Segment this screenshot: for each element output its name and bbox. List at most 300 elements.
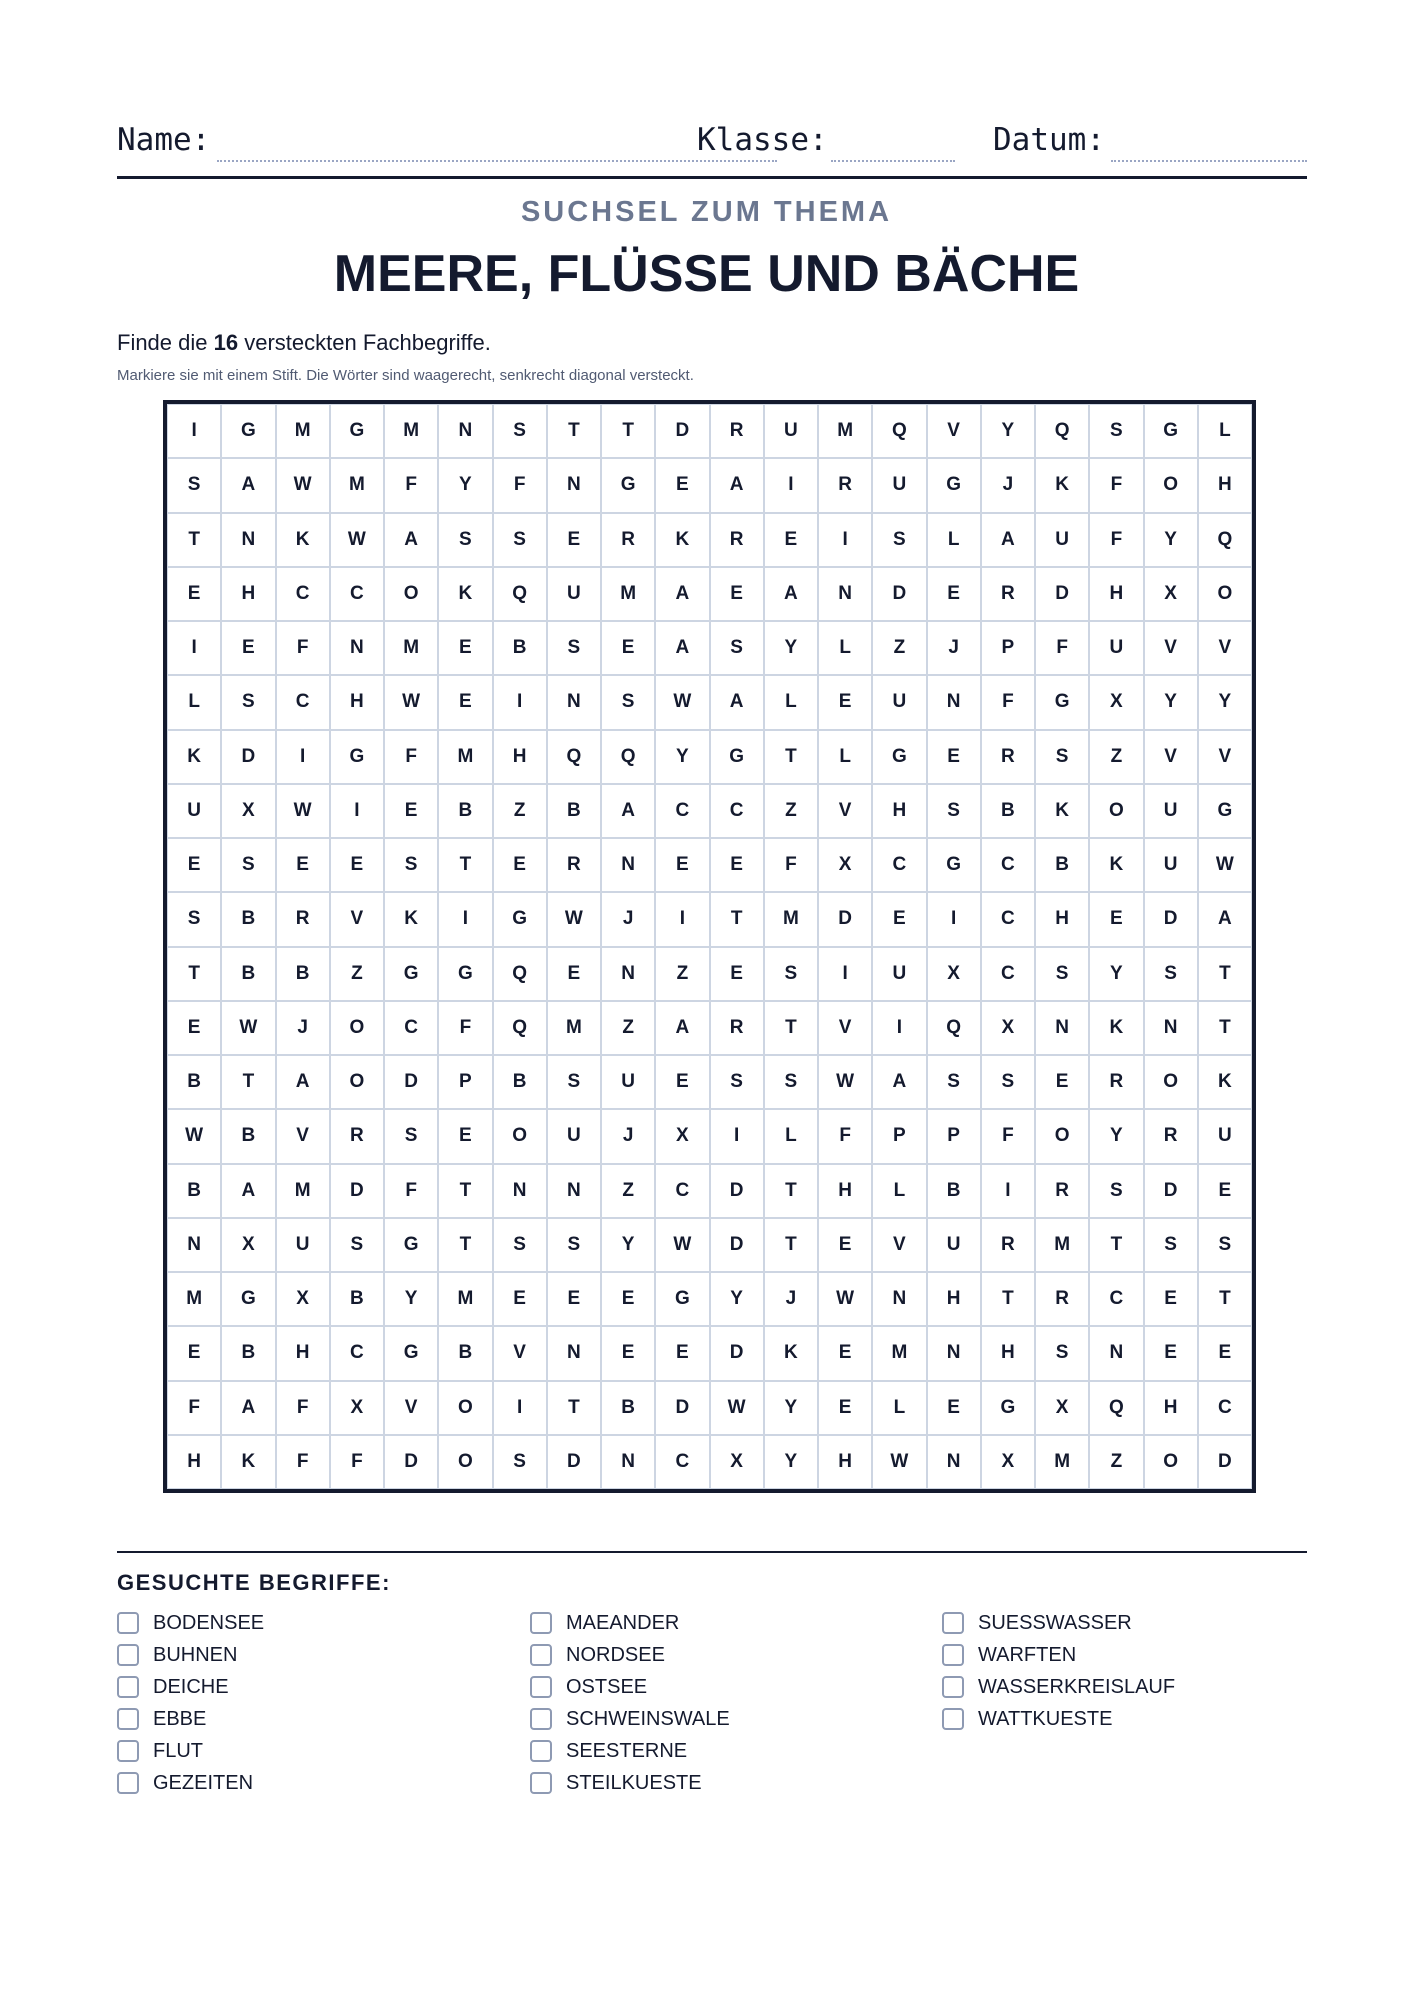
grid-cell[interactable]: W [331, 514, 383, 566]
grid-cell[interactable]: N [602, 839, 654, 891]
grid-cell[interactable]: S [548, 622, 600, 674]
grid-cell[interactable]: Q [494, 948, 546, 1000]
name-line[interactable] [217, 160, 777, 162]
grid-cell[interactable]: D [711, 1165, 763, 1217]
grid-cell[interactable]: A [602, 785, 654, 837]
grid-cell[interactable]: E [819, 676, 871, 728]
grid-cell[interactable]: I [711, 1110, 763, 1162]
grid-cell[interactable]: B [331, 1273, 383, 1325]
grid-cell[interactable]: M [277, 1165, 329, 1217]
grid-cell[interactable]: O [1145, 1436, 1197, 1488]
grid-cell[interactable]: O [1145, 1056, 1197, 1108]
grid-cell[interactable]: U [1199, 1110, 1251, 1162]
grid-cell[interactable]: P [439, 1056, 491, 1108]
grid-cell[interactable]: Z [1090, 1436, 1142, 1488]
grid-cell[interactable]: M [1036, 1436, 1088, 1488]
grid-cell[interactable]: N [331, 622, 383, 674]
grid-cell[interactable]: X [1090, 676, 1142, 728]
grid-cell[interactable]: I [168, 622, 220, 674]
word-search-grid[interactable] [163, 400, 1256, 1493]
grid-cell[interactable]: R [277, 893, 329, 945]
grid-cell[interactable]: R [1145, 1110, 1197, 1162]
grid-cell[interactable]: O [439, 1382, 491, 1434]
grid-cell[interactable]: S [928, 785, 980, 837]
grid-cell[interactable]: K [439, 568, 491, 620]
grid-cell[interactable]: T [602, 405, 654, 457]
word-checkbox[interactable] [117, 1708, 139, 1730]
grid-cell[interactable]: Y [1145, 514, 1197, 566]
grid-cell[interactable]: C [331, 1327, 383, 1379]
grid-cell[interactable]: G [1145, 405, 1197, 457]
grid-cell[interactable]: D [222, 731, 274, 783]
grid-cell[interactable]: S [494, 405, 546, 457]
grid-cell[interactable]: X [711, 1436, 763, 1488]
grid-cell[interactable]: O [1090, 785, 1142, 837]
grid-cell[interactable]: N [1145, 1002, 1197, 1054]
grid-cell[interactable]: O [385, 568, 437, 620]
grid-cell[interactable]: C [385, 1002, 437, 1054]
grid-cell[interactable]: E [656, 1056, 708, 1108]
grid-cell[interactable]: M [873, 1327, 925, 1379]
grid-cell[interactable]: F [982, 1110, 1034, 1162]
grid-cell[interactable]: W [711, 1382, 763, 1434]
grid-cell[interactable]: F [277, 1382, 329, 1434]
grid-cell[interactable]: K [1036, 785, 1088, 837]
grid-cell[interactable]: Q [1036, 405, 1088, 457]
grid-cell[interactable]: G [1199, 785, 1251, 837]
grid-cell[interactable]: H [819, 1165, 871, 1217]
grid-cell[interactable]: S [711, 622, 763, 674]
grid-cell[interactable]: D [1145, 893, 1197, 945]
grid-cell[interactable]: B [222, 948, 274, 1000]
grid-cell[interactable]: F [439, 1002, 491, 1054]
grid-cell[interactable]: X [222, 785, 274, 837]
grid-cell[interactable]: G [656, 1273, 708, 1325]
word-checkbox[interactable] [117, 1676, 139, 1698]
grid-cell[interactable]: T [1199, 1002, 1251, 1054]
grid-cell[interactable]: X [928, 948, 980, 1000]
grid-cell[interactable]: E [656, 1327, 708, 1379]
grid-cell[interactable]: E [548, 1273, 600, 1325]
grid-cell[interactable]: N [1036, 1002, 1088, 1054]
grid-cell[interactable]: G [222, 1273, 274, 1325]
grid-cell[interactable]: K [656, 514, 708, 566]
grid-cell[interactable]: R [819, 459, 871, 511]
grid-cell[interactable]: G [928, 459, 980, 511]
grid-cell[interactable]: K [1090, 1002, 1142, 1054]
grid-cell[interactable]: Y [602, 1219, 654, 1271]
grid-cell[interactable]: F [494, 459, 546, 511]
grid-cell[interactable]: R [711, 514, 763, 566]
grid-cell[interactable]: O [331, 1002, 383, 1054]
grid-cell[interactable]: W [873, 1436, 925, 1488]
grid-cell[interactable]: K [1199, 1056, 1251, 1108]
grid-cell[interactable]: G [331, 405, 383, 457]
grid-cell[interactable]: I [494, 1382, 546, 1434]
word-checkbox[interactable] [530, 1708, 552, 1730]
grid-cell[interactable]: V [819, 1002, 871, 1054]
grid-cell[interactable]: W [222, 1002, 274, 1054]
grid-cell[interactable]: L [765, 1110, 817, 1162]
grid-cell[interactable]: S [1199, 1219, 1251, 1271]
grid-cell[interactable]: E [873, 893, 925, 945]
grid-cell[interactable]: P [928, 1110, 980, 1162]
word-checkbox[interactable] [117, 1740, 139, 1762]
grid-cell[interactable]: E [548, 948, 600, 1000]
grid-cell[interactable]: D [331, 1165, 383, 1217]
grid-cell[interactable]: A [656, 568, 708, 620]
grid-cell[interactable]: S [222, 839, 274, 891]
grid-cell[interactable]: G [385, 948, 437, 1000]
grid-cell[interactable]: A [656, 1002, 708, 1054]
grid-cell[interactable]: S [602, 676, 654, 728]
grid-cell[interactable]: R [711, 405, 763, 457]
grid-cell[interactable]: T [439, 1219, 491, 1271]
grid-cell[interactable]: W [277, 785, 329, 837]
grid-cell[interactable]: E [819, 1219, 871, 1271]
grid-cell[interactable]: F [765, 839, 817, 891]
grid-cell[interactable]: W [819, 1273, 871, 1325]
grid-cell[interactable]: R [982, 731, 1034, 783]
grid-cell[interactable]: B [494, 1056, 546, 1108]
grid-cell[interactable]: N [1090, 1327, 1142, 1379]
grid-cell[interactable]: Q [494, 1002, 546, 1054]
grid-cell[interactable]: C [1199, 1382, 1251, 1434]
grid-cell[interactable]: D [1199, 1436, 1251, 1488]
grid-cell[interactable]: U [168, 785, 220, 837]
grid-cell[interactable]: E [602, 1273, 654, 1325]
grid-cell[interactable]: S [873, 514, 925, 566]
grid-cell[interactable]: B [277, 948, 329, 1000]
grid-cell[interactable]: T [548, 405, 600, 457]
grid-cell[interactable]: N [222, 514, 274, 566]
grid-cell[interactable]: C [982, 893, 1034, 945]
grid-cell[interactable]: E [819, 1382, 871, 1434]
grid-cell[interactable]: H [928, 1273, 980, 1325]
grid-cell[interactable]: J [277, 1002, 329, 1054]
grid-cell[interactable]: M [277, 405, 329, 457]
grid-cell[interactable]: E [439, 676, 491, 728]
grid-cell[interactable]: V [1199, 731, 1251, 783]
grid-cell[interactable]: C [331, 568, 383, 620]
grid-cell[interactable]: D [1145, 1165, 1197, 1217]
grid-cell[interactable]: F [1090, 514, 1142, 566]
grid-cell[interactable]: F [331, 1436, 383, 1488]
class-line[interactable] [831, 160, 955, 162]
grid-cell[interactable]: O [494, 1110, 546, 1162]
grid-cell[interactable]: R [548, 839, 600, 891]
grid-cell[interactable]: P [982, 622, 1034, 674]
grid-cell[interactable]: H [1145, 1382, 1197, 1434]
grid-cell[interactable]: U [1145, 839, 1197, 891]
grid-cell[interactable]: F [819, 1110, 871, 1162]
grid-cell[interactable]: S [494, 1219, 546, 1271]
grid-cell[interactable]: B [222, 1327, 274, 1379]
grid-cell[interactable]: C [711, 785, 763, 837]
grid-cell[interactable]: F [1090, 459, 1142, 511]
grid-cell[interactable]: N [548, 676, 600, 728]
grid-cell[interactable]: I [819, 514, 871, 566]
grid-cell[interactable]: U [277, 1219, 329, 1271]
grid-cell[interactable]: I [331, 785, 383, 837]
grid-cell[interactable]: M [439, 731, 491, 783]
grid-cell[interactable]: A [711, 459, 763, 511]
grid-cell[interactable]: Q [494, 568, 546, 620]
grid-cell[interactable]: F [1036, 622, 1088, 674]
grid-cell[interactable]: E [656, 459, 708, 511]
grid-cell[interactable]: A [277, 1056, 329, 1108]
grid-cell[interactable]: V [819, 785, 871, 837]
grid-cell[interactable]: F [277, 1436, 329, 1488]
grid-cell[interactable]: S [331, 1219, 383, 1271]
grid-cell[interactable]: Y [385, 1273, 437, 1325]
grid-cell[interactable]: H [1199, 459, 1251, 511]
grid-cell[interactable]: T [439, 1165, 491, 1217]
grid-cell[interactable]: C [656, 1436, 708, 1488]
grid-cell[interactable]: I [168, 405, 220, 457]
grid-cell[interactable]: U [1145, 785, 1197, 837]
grid-cell[interactable]: V [385, 1382, 437, 1434]
grid-cell[interactable]: S [1145, 1219, 1197, 1271]
grid-cell[interactable]: E [711, 839, 763, 891]
grid-cell[interactable]: E [494, 839, 546, 891]
grid-cell[interactable]: U [548, 568, 600, 620]
grid-cell[interactable]: R [982, 1219, 1034, 1271]
grid-cell[interactable]: E [168, 1002, 220, 1054]
word-checkbox[interactable] [530, 1740, 552, 1762]
grid-cell[interactable]: H [1036, 893, 1088, 945]
grid-cell[interactable]: V [277, 1110, 329, 1162]
grid-cell[interactable]: O [1199, 568, 1251, 620]
grid-cell[interactable]: M [602, 568, 654, 620]
word-checkbox[interactable] [942, 1708, 964, 1730]
grid-cell[interactable]: A [656, 622, 708, 674]
grid-cell[interactable]: E [439, 622, 491, 674]
grid-cell[interactable]: W [656, 676, 708, 728]
grid-cell[interactable]: A [222, 459, 274, 511]
word-checkbox[interactable] [530, 1772, 552, 1794]
grid-cell[interactable]: O [1145, 459, 1197, 511]
grid-cell[interactable]: Y [765, 1382, 817, 1434]
grid-cell[interactable]: R [331, 1110, 383, 1162]
word-checkbox[interactable] [117, 1612, 139, 1634]
grid-cell[interactable]: A [873, 1056, 925, 1108]
grid-cell[interactable]: M [168, 1273, 220, 1325]
grid-cell[interactable]: E [331, 839, 383, 891]
grid-cell[interactable]: Q [602, 731, 654, 783]
grid-cell[interactable]: T [765, 1219, 817, 1271]
grid-cell[interactable]: E [819, 1327, 871, 1379]
grid-cell[interactable]: S [222, 676, 274, 728]
grid-cell[interactable]: T [765, 1165, 817, 1217]
grid-cell[interactable]: Q [1199, 514, 1251, 566]
grid-cell[interactable]: Y [439, 459, 491, 511]
grid-cell[interactable]: B [602, 1382, 654, 1434]
grid-cell[interactable]: C [656, 1165, 708, 1217]
grid-cell[interactable]: R [1090, 1056, 1142, 1108]
grid-cell[interactable]: S [1145, 948, 1197, 1000]
grid-cell[interactable]: N [494, 1165, 546, 1217]
grid-cell[interactable]: I [277, 731, 329, 783]
grid-cell[interactable]: B [222, 893, 274, 945]
grid-cell[interactable]: Q [548, 731, 600, 783]
grid-cell[interactable]: U [873, 459, 925, 511]
grid-cell[interactable]: U [1090, 622, 1142, 674]
grid-cell[interactable]: G [385, 1219, 437, 1271]
word-checkbox[interactable] [117, 1644, 139, 1666]
grid-cell[interactable]: K [385, 893, 437, 945]
grid-cell[interactable]: M [548, 1002, 600, 1054]
grid-cell[interactable]: A [765, 568, 817, 620]
grid-cell[interactable]: G [1036, 676, 1088, 728]
grid-cell[interactable]: T [765, 1002, 817, 1054]
grid-cell[interactable]: S [548, 1056, 600, 1108]
grid-cell[interactable]: G [928, 839, 980, 891]
grid-cell[interactable]: Y [1199, 676, 1251, 728]
grid-cell[interactable]: M [385, 405, 437, 457]
grid-cell[interactable]: S [1036, 1327, 1088, 1379]
word-checkbox[interactable] [530, 1676, 552, 1698]
grid-cell[interactable]: G [982, 1382, 1034, 1434]
grid-cell[interactable]: D [656, 405, 708, 457]
grid-cell[interactable]: J [982, 459, 1034, 511]
grid-cell[interactable]: H [494, 731, 546, 783]
grid-cell[interactable]: V [494, 1327, 546, 1379]
grid-cell[interactable]: W [548, 893, 600, 945]
grid-cell[interactable]: B [439, 1327, 491, 1379]
grid-cell[interactable]: K [1036, 459, 1088, 511]
grid-cell[interactable]: W [385, 676, 437, 728]
grid-cell[interactable]: K [765, 1327, 817, 1379]
grid-cell[interactable]: C [982, 839, 1034, 891]
grid-cell[interactable]: U [765, 405, 817, 457]
grid-cell[interactable]: G [439, 948, 491, 1000]
grid-cell[interactable]: U [873, 948, 925, 1000]
grid-cell[interactable]: H [168, 1436, 220, 1488]
grid-cell[interactable]: H [982, 1327, 1034, 1379]
grid-cell[interactable]: A [982, 514, 1034, 566]
grid-cell[interactable]: F [277, 622, 329, 674]
grid-cell[interactable]: B [222, 1110, 274, 1162]
grid-cell[interactable]: O [1036, 1110, 1088, 1162]
grid-cell[interactable]: X [331, 1382, 383, 1434]
grid-cell[interactable]: S [385, 839, 437, 891]
grid-cell[interactable]: I [765, 459, 817, 511]
grid-cell[interactable]: L [819, 731, 871, 783]
grid-cell[interactable]: S [168, 459, 220, 511]
grid-cell[interactable]: T [168, 514, 220, 566]
grid-cell[interactable]: Q [1090, 1382, 1142, 1434]
grid-cell[interactable]: E [222, 622, 274, 674]
grid-cell[interactable]: E [928, 731, 980, 783]
grid-cell[interactable]: E [494, 1273, 546, 1325]
grid-cell[interactable]: F [385, 1165, 437, 1217]
grid-cell[interactable]: A [222, 1382, 274, 1434]
grid-cell[interactable]: N [602, 948, 654, 1000]
grid-cell[interactable]: U [928, 1219, 980, 1271]
grid-cell[interactable]: T [711, 893, 763, 945]
grid-cell[interactable]: K [168, 731, 220, 783]
grid-cell[interactable]: X [982, 1002, 1034, 1054]
grid-cell[interactable]: G [873, 731, 925, 783]
word-checkbox[interactable] [942, 1676, 964, 1698]
grid-cell[interactable]: N [548, 1165, 600, 1217]
grid-cell[interactable]: X [1036, 1382, 1088, 1434]
grid-cell[interactable]: R [1036, 1165, 1088, 1217]
grid-cell[interactable]: Z [602, 1002, 654, 1054]
grid-cell[interactable]: J [602, 893, 654, 945]
grid-cell[interactable]: Q [928, 1002, 980, 1054]
word-checkbox[interactable] [530, 1644, 552, 1666]
grid-cell[interactable]: B [439, 785, 491, 837]
grid-cell[interactable]: D [711, 1327, 763, 1379]
grid-cell[interactable]: Z [494, 785, 546, 837]
grid-cell[interactable]: E [711, 568, 763, 620]
grid-cell[interactable]: X [656, 1110, 708, 1162]
grid-cell[interactable]: I [494, 676, 546, 728]
grid-cell[interactable]: N [168, 1219, 220, 1271]
grid-cell[interactable]: W [1199, 839, 1251, 891]
grid-cell[interactable]: I [819, 948, 871, 1000]
grid-cell[interactable]: T [439, 839, 491, 891]
grid-cell[interactable]: E [656, 839, 708, 891]
grid-cell[interactable]: E [277, 839, 329, 891]
grid-cell[interactable]: M [819, 405, 871, 457]
grid-cell[interactable]: S [548, 1219, 600, 1271]
grid-cell[interactable]: A [1199, 893, 1251, 945]
grid-cell[interactable]: S [1090, 1165, 1142, 1217]
grid-cell[interactable]: F [385, 459, 437, 511]
grid-cell[interactable]: K [277, 514, 329, 566]
grid-cell[interactable]: E [168, 839, 220, 891]
grid-cell[interactable]: N [602, 1436, 654, 1488]
word-checkbox[interactable] [530, 1612, 552, 1634]
grid-cell[interactable]: Y [982, 405, 1034, 457]
grid-cell[interactable]: F [982, 676, 1034, 728]
grid-cell[interactable]: A [385, 514, 437, 566]
grid-cell[interactable]: T [222, 1056, 274, 1108]
grid-cell[interactable]: A [222, 1165, 274, 1217]
grid-cell[interactable]: A [711, 676, 763, 728]
grid-cell[interactable]: Z [331, 948, 383, 1000]
grid-cell[interactable]: N [819, 568, 871, 620]
grid-cell[interactable]: D [873, 568, 925, 620]
grid-cell[interactable]: E [711, 948, 763, 1000]
grid-cell[interactable]: Z [873, 622, 925, 674]
grid-cell[interactable]: K [1090, 839, 1142, 891]
grid-cell[interactable]: C [277, 568, 329, 620]
grid-cell[interactable]: N [928, 1327, 980, 1379]
grid-cell[interactable]: I [928, 893, 980, 945]
grid-cell[interactable]: L [1199, 405, 1251, 457]
grid-cell[interactable]: Z [1090, 731, 1142, 783]
grid-cell[interactable]: C [982, 948, 1034, 1000]
date-line[interactable] [1111, 160, 1307, 162]
grid-cell[interactable]: V [873, 1219, 925, 1271]
grid-cell[interactable]: G [385, 1327, 437, 1379]
grid-cell[interactable]: B [928, 1165, 980, 1217]
grid-cell[interactable]: S [1036, 948, 1088, 1000]
grid-cell[interactable]: Y [1090, 1110, 1142, 1162]
grid-cell[interactable]: T [168, 948, 220, 1000]
grid-cell[interactable]: N [548, 459, 600, 511]
grid-cell[interactable]: E [602, 1327, 654, 1379]
grid-cell[interactable]: B [168, 1165, 220, 1217]
grid-cell[interactable]: X [222, 1219, 274, 1271]
grid-cell[interactable]: W [277, 459, 329, 511]
grid-cell[interactable]: E [765, 514, 817, 566]
grid-cell[interactable]: S [765, 1056, 817, 1108]
